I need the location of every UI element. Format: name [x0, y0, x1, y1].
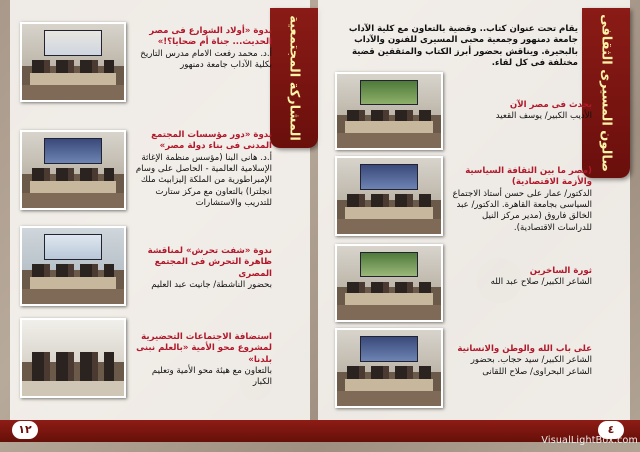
salon-photo-4	[335, 328, 443, 408]
right-section-title: صالون المسيرى الثقافى	[598, 14, 614, 172]
right-intro: يقام تحت عنوان كتاب.. وقضية بالتعاون مع كلية الآداب جامعة دمنهور وجمعية محبى المسيرى للفنون والآداب بالبحيرة. ويناقش بحضور أبرز الكتاب والمثقفين قضية مختلفة فى كل لقاء.	[348, 24, 578, 69]
right-item-2-title: (مصر ما بين الثقافة السياسية والأزمة الاقتصادية)	[465, 166, 592, 188]
left-section-band	[270, 8, 318, 148]
event-photo-4	[20, 318, 126, 398]
left-item-3	[132, 246, 272, 291]
left-item-2-title: ندوة «دور مؤسسات المجتمع المدنى فى بناء دولة مصر»	[151, 130, 272, 152]
watermark: VisualLightBox.com	[541, 435, 638, 446]
right-item-1-title: بحدث فى مصر الآن	[509, 100, 592, 110]
left-section-title: المشاركة المجتمعية	[286, 15, 302, 141]
right-section-band	[582, 8, 630, 178]
left-item-2	[132, 130, 272, 209]
right-item-3-title: ثورة الساخرين	[529, 266, 592, 276]
event-photo-2	[20, 130, 126, 210]
left-item-3-title: ندوة «شفت تحرش» لمناقشة ظاهرة التحرش فى المجتمع المصرى	[147, 246, 272, 279]
left-item-1	[132, 26, 272, 71]
right-page-number: ٤	[598, 421, 624, 439]
left-item-4-title: استضافة الاجتماعات التحضيرية لمشروع محو الأمية «بالعلم نبنى بلدنا»	[136, 332, 272, 365]
left-item-1-title: ندوة «أولاد الشوارع فى مصر الحديث... جناة أم ضحايا؟!»	[149, 26, 272, 48]
event-photo-1	[20, 22, 126, 102]
left-item-1-body: أ.د. محمد رفعت الامام مدرس التاريخ بكلية الآداب جامعة دمنهور	[140, 48, 272, 71]
left-item-3-body: بحضور الناشطة/ جانيت عبد العليم	[151, 280, 272, 291]
event-photo-3	[20, 226, 126, 306]
left-page-number: ١٢	[12, 421, 38, 439]
right-item-3	[452, 266, 592, 289]
salon-photo-2	[335, 156, 443, 236]
left-item-4	[132, 332, 272, 389]
right-item-2-body: الدكتور/ عمار على حسن أستاذ الاجتماع السياسى بجامعة القاهرة. الدكتور/ عبد الخالق فاروق (مدير مركز النيل للدراسات الاقتصادية).	[452, 188, 592, 233]
right-item-1	[452, 100, 592, 123]
left-item-4-body: بالتعاون مع هيئة محو الأمية وتعليم الكبار	[151, 366, 272, 388]
right-item-3-body: الشاعر الكبير/ صلاح عبد الله	[490, 277, 592, 288]
left-item-2-body: أ.د. هانى البنا (مؤسس منظمة الإغاثة الإسلامية العالمية - الحاصل على وسام الإمبراطورية من الملكة إليزابيث ملك انجلترا) بالتعاون مع مركز ستارت للتدريب والاستشارات	[135, 152, 272, 209]
right-item-4-title: على باب الله والوطن والانسانية	[457, 344, 592, 354]
right-item-1-body: الأديب الكبير/ يوسف القعيد	[495, 111, 592, 122]
right-item-4-body: الشاعر الكبير/ سيد حجاب. بحضور الشاعر البحراوى/ صلاح اللقانى	[470, 355, 592, 377]
right-item-2	[452, 166, 592, 234]
right-item-4	[452, 344, 592, 378]
salon-photo-1	[335, 72, 443, 150]
salon-photo-3	[335, 244, 443, 322]
